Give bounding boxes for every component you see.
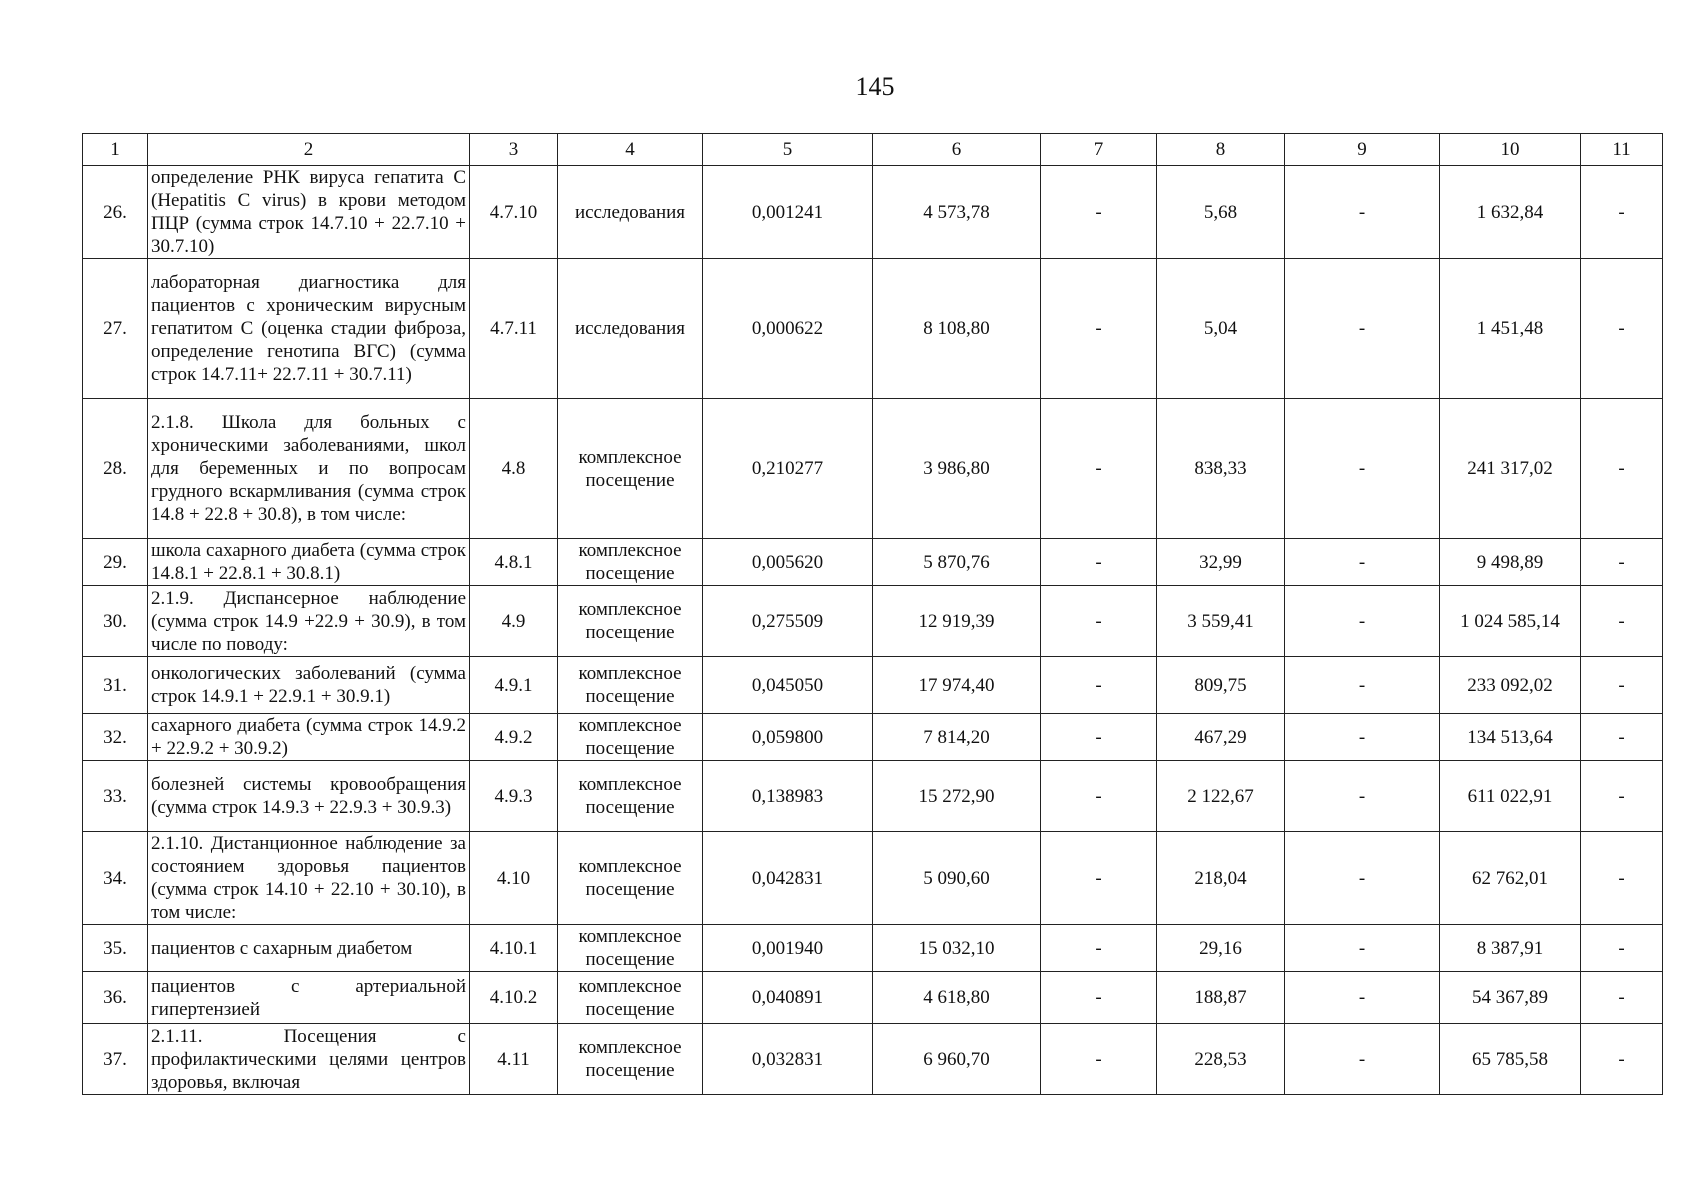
- row-description: определение РНК вируса гепатита С (Hepatitis C virus) в крови методом ПЦР (сумма строк 14.7.10 + 22.7.10 + 30.7.10): [148, 166, 470, 259]
- row-description: 2.1.10. Дистанционное наблюдение за состоянием здоровья пациентов (сумма строк 14.10 + 22.10 + 30.10), в том числе:: [148, 832, 470, 925]
- cell-col-5: 0,000622: [703, 259, 873, 399]
- header-row: [83, 134, 1663, 166]
- data-table: [82, 133, 1663, 1095]
- cell-col-7: -: [1041, 259, 1157, 399]
- table-row: [83, 586, 1663, 657]
- cell-col-11: -: [1581, 832, 1663, 925]
- row-unit: комплексное посещение: [558, 399, 703, 539]
- cell-col-6: 5 870,76: [873, 539, 1041, 586]
- cell-col-10: 62 762,01: [1440, 832, 1581, 925]
- row-code: 4.7.11: [470, 259, 558, 399]
- cell-col-8: 2 122,67: [1157, 761, 1285, 832]
- cell-col-10: 1 451,48: [1440, 259, 1581, 399]
- cell-col-7: -: [1041, 166, 1157, 259]
- cell-col-7: -: [1041, 714, 1157, 761]
- row-unit: исследования: [558, 166, 703, 259]
- cell-col-10: 8 387,91: [1440, 925, 1581, 972]
- row-description: 2.1.11. Посещения с профилактическими целями центров здоровья, включая: [148, 1024, 470, 1095]
- cell-col-5: 0,045050: [703, 657, 873, 714]
- cell-col-8: 5,68: [1157, 166, 1285, 259]
- cell-col-10: 611 022,91: [1440, 761, 1581, 832]
- row-number: 26.: [83, 166, 148, 259]
- cell-col-7: -: [1041, 761, 1157, 832]
- table-row: [83, 714, 1663, 761]
- cell-col-5: 0,032831: [703, 1024, 873, 1095]
- cell-col-8: 3 559,41: [1157, 586, 1285, 657]
- cell-col-10: 9 498,89: [1440, 539, 1581, 586]
- cell-col-7: -: [1041, 972, 1157, 1024]
- row-code: 4.10: [470, 832, 558, 925]
- column-header: 4: [558, 134, 703, 166]
- cell-col-11: -: [1581, 586, 1663, 657]
- table-row: [83, 925, 1663, 972]
- cell-col-9: -: [1285, 259, 1440, 399]
- cell-col-10: 54 367,89: [1440, 972, 1581, 1024]
- cell-col-5: 0,059800: [703, 714, 873, 761]
- cell-col-9: -: [1285, 925, 1440, 972]
- column-header: 9: [1285, 134, 1440, 166]
- row-unit: комплексное посещение: [558, 586, 703, 657]
- cell-col-9: -: [1285, 714, 1440, 761]
- cell-col-10: 233 092,02: [1440, 657, 1581, 714]
- table-row: [83, 657, 1663, 714]
- row-unit: комплексное посещение: [558, 714, 703, 761]
- cell-col-7: -: [1041, 586, 1157, 657]
- cell-col-8: 5,04: [1157, 259, 1285, 399]
- row-code: 4.11: [470, 1024, 558, 1095]
- cell-col-5: 0,275509: [703, 586, 873, 657]
- cell-col-8: 467,29: [1157, 714, 1285, 761]
- row-unit: комплексное посещение: [558, 539, 703, 586]
- row-description: пациентов с артериальной гипертензией: [148, 972, 470, 1024]
- cell-col-11: -: [1581, 657, 1663, 714]
- cell-col-5: 0,001940: [703, 925, 873, 972]
- table-row: [83, 1024, 1663, 1095]
- cell-col-8: 809,75: [1157, 657, 1285, 714]
- cell-col-9: -: [1285, 761, 1440, 832]
- column-header: 5: [703, 134, 873, 166]
- cell-col-11: -: [1581, 925, 1663, 972]
- table-row: [83, 399, 1663, 539]
- column-header: 10: [1440, 134, 1581, 166]
- cell-col-7: -: [1041, 925, 1157, 972]
- row-code: 4.9: [470, 586, 558, 657]
- cell-col-7: -: [1041, 539, 1157, 586]
- cell-col-7: -: [1041, 832, 1157, 925]
- row-unit: комплексное посещение: [558, 972, 703, 1024]
- table-row: [83, 972, 1663, 1024]
- row-number: 35.: [83, 925, 148, 972]
- table-row: [83, 259, 1663, 399]
- cell-col-6: 3 986,80: [873, 399, 1041, 539]
- column-header: 11: [1581, 134, 1663, 166]
- cell-col-9: -: [1285, 972, 1440, 1024]
- cell-col-11: -: [1581, 972, 1663, 1024]
- cell-col-11: -: [1581, 399, 1663, 539]
- row-unit: комплексное посещение: [558, 657, 703, 714]
- cell-col-8: 218,04: [1157, 832, 1285, 925]
- cell-col-11: -: [1581, 539, 1663, 586]
- cell-col-10: 1 024 585,14: [1440, 586, 1581, 657]
- cell-col-6: 7 814,20: [873, 714, 1041, 761]
- cell-col-11: -: [1581, 714, 1663, 761]
- row-number: 33.: [83, 761, 148, 832]
- row-code: 4.10.1: [470, 925, 558, 972]
- column-header: 8: [1157, 134, 1285, 166]
- cell-col-5: 0,040891: [703, 972, 873, 1024]
- table-row: [83, 166, 1663, 259]
- row-unit: комплексное посещение: [558, 832, 703, 925]
- cell-col-9: -: [1285, 657, 1440, 714]
- cell-col-6: 17 974,40: [873, 657, 1041, 714]
- column-header: 2: [148, 134, 470, 166]
- row-code: 4.8: [470, 399, 558, 539]
- cell-col-7: -: [1041, 657, 1157, 714]
- cell-col-8: 29,16: [1157, 925, 1285, 972]
- cell-col-11: -: [1581, 166, 1663, 259]
- row-number: 32.: [83, 714, 148, 761]
- page-number: 145: [855, 72, 895, 101]
- cell-col-9: -: [1285, 399, 1440, 539]
- row-number: 27.: [83, 259, 148, 399]
- row-number: 30.: [83, 586, 148, 657]
- row-unit: исследования: [558, 259, 703, 399]
- cell-col-6: 12 919,39: [873, 586, 1041, 657]
- column-header: 7: [1041, 134, 1157, 166]
- cell-col-6: 4 618,80: [873, 972, 1041, 1024]
- table-row: [83, 539, 1663, 586]
- cell-col-11: -: [1581, 1024, 1663, 1095]
- cell-col-8: 188,87: [1157, 972, 1285, 1024]
- row-number: 31.: [83, 657, 148, 714]
- cell-col-10: 65 785,58: [1440, 1024, 1581, 1095]
- cell-col-8: 838,33: [1157, 399, 1285, 539]
- row-unit: комплексное посещение: [558, 1024, 703, 1095]
- row-code: 4.9.2: [470, 714, 558, 761]
- table-body: [83, 166, 1663, 1095]
- cell-col-5: 0,138983: [703, 761, 873, 832]
- column-header: 6: [873, 134, 1041, 166]
- row-description: болезней системы кровообращения (сумма строк 14.9.3 + 22.9.3 + 30.9.3): [148, 761, 470, 832]
- row-number: 29.: [83, 539, 148, 586]
- cell-col-9: -: [1285, 166, 1440, 259]
- row-code: 4.8.1: [470, 539, 558, 586]
- row-description: лабораторная диагностика для пациентов с хроническим вирусным гепатитом С (оценка стадии фиброза, определение генотипа ВГС) (сумма строк 14.7.11+ 22.7.11 + 30.7.11): [148, 259, 470, 399]
- cell-col-9: -: [1285, 539, 1440, 586]
- cell-col-8: 228,53: [1157, 1024, 1285, 1095]
- cell-col-6: 8 108,80: [873, 259, 1041, 399]
- row-number: 28.: [83, 399, 148, 539]
- row-description: школа сахарного диабета (сумма строк 14.8.1 + 22.8.1 + 30.8.1): [148, 539, 470, 586]
- cell-col-10: 134 513,64: [1440, 714, 1581, 761]
- table-row: [83, 832, 1663, 925]
- cell-col-7: -: [1041, 1024, 1157, 1095]
- row-code: 4.10.2: [470, 972, 558, 1024]
- cell-col-6: 15 272,90: [873, 761, 1041, 832]
- cell-col-9: -: [1285, 586, 1440, 657]
- row-code: 4.9.3: [470, 761, 558, 832]
- cell-col-10: 1 632,84: [1440, 166, 1581, 259]
- table-row: [83, 761, 1663, 832]
- cell-col-11: -: [1581, 761, 1663, 832]
- row-description: пациентов с сахарным диабетом: [148, 925, 470, 972]
- cell-col-5: 0,210277: [703, 399, 873, 539]
- column-header: 1: [83, 134, 148, 166]
- cell-col-6: 4 573,78: [873, 166, 1041, 259]
- row-description: 2.1.8. Школа для больных с хроническими заболеваниями, школ для беременных и по вопросам грудного вскармливания (сумма строк 14.8 + 22.8 + 30.8), в том числе:: [148, 399, 470, 539]
- row-number: 36.: [83, 972, 148, 1024]
- row-description: сахарного диабета (сумма строк 14.9.2 + 22.9.2 + 30.9.2): [148, 714, 470, 761]
- row-description: 2.1.9. Диспансерное наблюдение (сумма строк 14.9 +22.9 + 30.9), в том числе по поводу:: [148, 586, 470, 657]
- row-description: онкологических заболеваний (сумма строк 14.9.1 + 22.9.1 + 30.9.1): [148, 657, 470, 714]
- cell-col-7: -: [1041, 399, 1157, 539]
- row-code: 4.7.10: [470, 166, 558, 259]
- cell-col-11: -: [1581, 259, 1663, 399]
- cell-col-9: -: [1285, 1024, 1440, 1095]
- cell-col-10: 241 317,02: [1440, 399, 1581, 539]
- cell-col-5: 0,005620: [703, 539, 873, 586]
- row-code: 4.9.1: [470, 657, 558, 714]
- row-number: 37.: [83, 1024, 148, 1095]
- cell-col-6: 5 090,60: [873, 832, 1041, 925]
- cell-col-8: 32,99: [1157, 539, 1285, 586]
- column-header: 3: [470, 134, 558, 166]
- cell-col-6: 6 960,70: [873, 1024, 1041, 1095]
- cell-col-5: 0,001241: [703, 166, 873, 259]
- row-number: 34.: [83, 832, 148, 925]
- row-unit: комплексное посещение: [558, 761, 703, 832]
- cell-col-9: -: [1285, 832, 1440, 925]
- row-unit: комплексное посещение: [558, 925, 703, 972]
- cell-col-6: 15 032,10: [873, 925, 1041, 972]
- cell-col-5: 0,042831: [703, 832, 873, 925]
